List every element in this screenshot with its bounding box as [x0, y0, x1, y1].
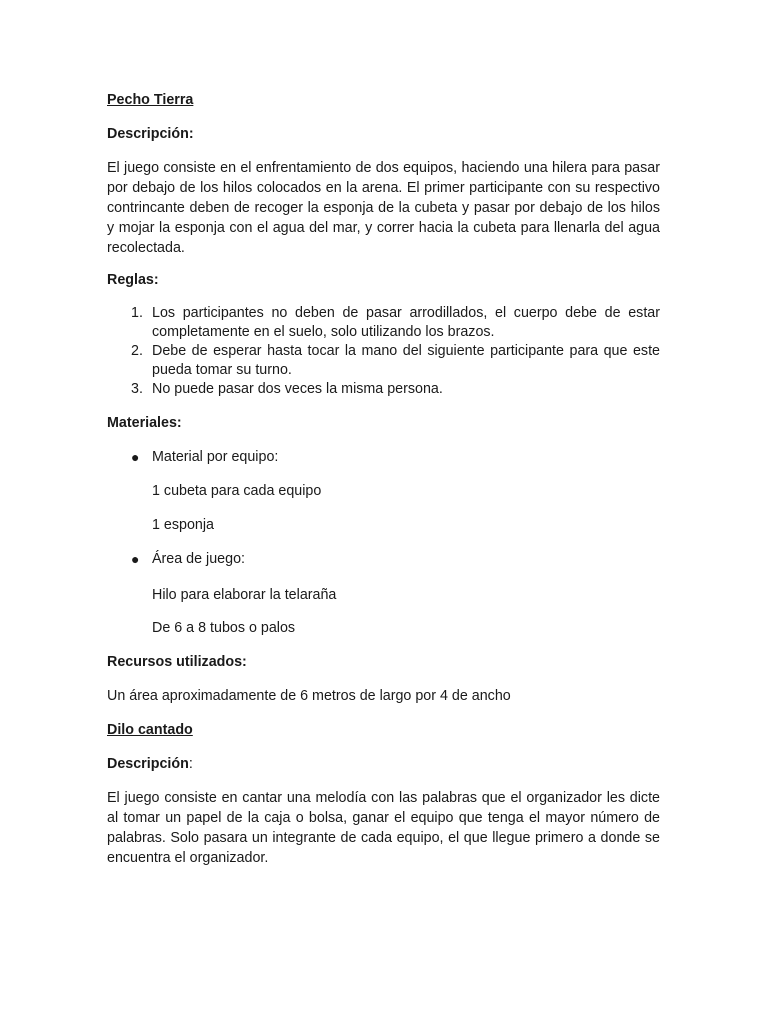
section2-title: Dilo cantado [107, 722, 193, 738]
materials-group [107, 447, 660, 467]
section1-description-text: El juego consiste en el enfrentamiento de dos equipos, haciendo una hilera para pasar por debajo de los hilos colocados en la arena. El primer participante con su respectivo contrincante deben de recoger la esponja de la cubeta y pasar por debajo de los hilos y mojar la esponja con el agua del mar, y correr hacia la cubeta para llenarla del agua recolectada. [107, 160, 660, 256]
rule-number: 2. [131, 343, 143, 359]
rule-item [107, 304, 660, 342]
materials-group [107, 549, 660, 569]
rule-item [107, 342, 660, 380]
section2-description-heading: Descripción [107, 756, 189, 772]
materials-item: Hilo para elaborar la telaraña [152, 587, 337, 603]
section1-description-heading: Descripción: [107, 126, 194, 142]
section2-description-heading-line [107, 754, 660, 774]
section1-resources-text: Un área aproximadamente de 6 metros de largo por 4 de ancho [107, 688, 511, 704]
rule-item [107, 380, 660, 399]
bullet-icon: ● [131, 449, 140, 465]
rules-list [107, 304, 660, 399]
materials-group-label: Área de juego: [152, 551, 245, 567]
rule-text: Debe de esperar hasta tocar la mano del siguiente participante para que este pueda tomar su turno. [152, 343, 660, 378]
bullet-icon: ● [131, 551, 140, 567]
rule-number: 1. [131, 305, 143, 321]
section2-description-colon: : [188, 756, 193, 772]
materials-item: De 6 a 8 tubos o palos [152, 620, 296, 636]
materials-item: 1 cubeta para cada equipo [152, 483, 322, 499]
rule-number: 3. [131, 381, 143, 397]
section1-resources-heading: Recursos utilizados: [107, 654, 247, 670]
section1-title: Pecho Tierra [107, 92, 194, 108]
document-page [107, 88, 660, 868]
section1-materials-heading: Materiales: [107, 415, 182, 431]
section1-rules-heading: Reglas: [107, 272, 159, 288]
rule-text: No puede pasar dos veces la misma persona. [152, 381, 443, 397]
materials-list [107, 549, 660, 569]
materials-item: 1 esponja [152, 517, 215, 533]
materials-group-label: Material por equipo: [152, 449, 279, 465]
section2-description-text: El juego consiste en cantar una melodía con las palabras que el organizador les dicte al tomar un papel de la caja o bolsa, ganar el equipo que tenga el mayor número de palabras. Solo pasara un integrante de cada equipo, el que llegue primero a donde se encuentra el organizador. [107, 790, 660, 866]
rule-text: Los participantes no deben de pasar arrodillados, el cuerpo debe de estar completamente en el suelo, solo utilizando los brazos. [152, 305, 660, 340]
materials-list [107, 447, 660, 467]
